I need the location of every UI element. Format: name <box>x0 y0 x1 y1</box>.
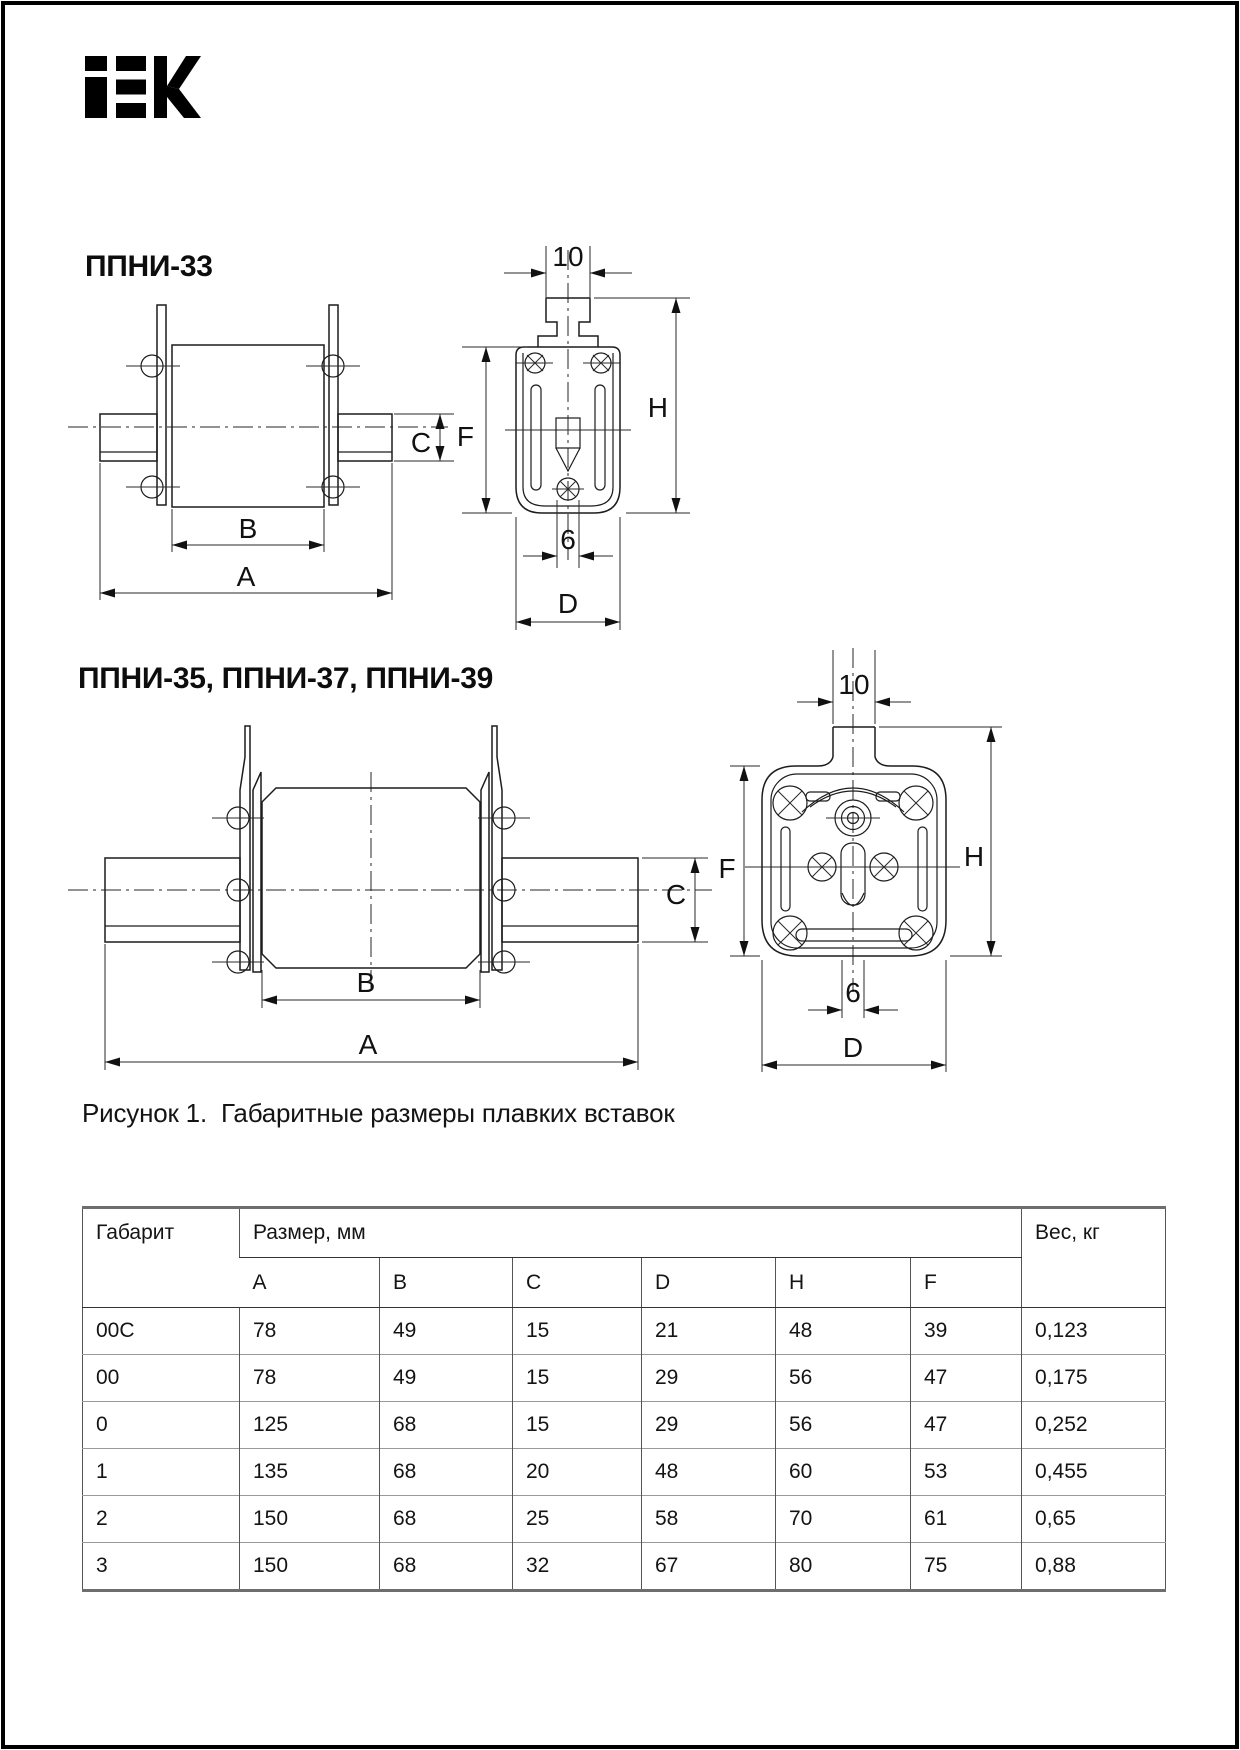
header-col-b: B <box>380 1258 513 1308</box>
cell-f: 61 <box>911 1496 1022 1543</box>
cell-gabarit: 3 <box>83 1543 240 1591</box>
cell-d: 21 <box>642 1308 776 1355</box>
cell-c: 15 <box>513 1355 642 1402</box>
cell-weight: 0,175 <box>1022 1355 1166 1402</box>
dim-label-6-2: 6 <box>845 977 861 1008</box>
cell-gabarit: 00C <box>96 1319 135 1342</box>
cell-f: 47 <box>911 1402 1022 1449</box>
cell-a: 78 <box>240 1355 380 1402</box>
dim-label-c2: C <box>665 879 687 910</box>
cell-gabarit: 00 <box>83 1355 240 1402</box>
table-header-row-2 <box>83 1258 1166 1308</box>
header-weight-kg: Вес, кг <box>1022 1208 1166 1308</box>
cell-f: 39 <box>911 1308 1022 1355</box>
cell-h: 48 <box>776 1308 911 1355</box>
cell-d: 29 <box>642 1402 776 1449</box>
dim-label-c: C <box>410 427 432 458</box>
table-row <box>83 1449 1166 1496</box>
header-col-f: F <box>911 1258 1022 1308</box>
drawing2-title: ППНИ-35, ППНИ-37, ППНИ-39 <box>78 662 493 695</box>
dim-label-h2: H <box>963 841 985 872</box>
cell-c: 25 <box>513 1496 642 1543</box>
header-gabarit: Габарит <box>83 1208 240 1308</box>
cell-a: 78 <box>240 1308 380 1355</box>
cell-f: 75 <box>911 1543 1022 1591</box>
dim-label-b: B <box>238 513 258 544</box>
cell-weight: 0,123 <box>1022 1308 1166 1355</box>
cell-weight: 0,252 <box>1022 1402 1166 1449</box>
dim-label-b2: B <box>356 967 376 998</box>
cell-d: 29 <box>642 1355 776 1402</box>
dim-label-f2: F <box>718 853 736 884</box>
cell-h: 56 <box>776 1402 911 1449</box>
cell-gabarit: 1 <box>83 1449 240 1496</box>
cell-gabarit: 0 <box>83 1402 240 1449</box>
dim-label-6: 6 <box>560 524 576 555</box>
cell-a: 150 <box>240 1496 380 1543</box>
cell-f: 47 <box>911 1355 1022 1402</box>
cell-weight: 0,65 <box>1022 1496 1166 1543</box>
cell-b: 49 <box>380 1308 513 1355</box>
table-row <box>83 1543 1166 1591</box>
header-col-d: D <box>642 1258 776 1308</box>
cell-h: 80 <box>776 1543 911 1591</box>
cell-b: 49 <box>380 1355 513 1402</box>
cell-d: 58 <box>642 1496 776 1543</box>
table-header-row-1 <box>83 1208 1166 1258</box>
cell-a: 135 <box>240 1449 380 1496</box>
dim-label-h: H <box>647 392 668 423</box>
cell-d: 67 <box>642 1543 776 1591</box>
figure-caption: Рисунок 1. Габаритные размеры плавких вставок <box>82 1098 675 1128</box>
table-row <box>83 1355 1166 1402</box>
cell-h: 70 <box>776 1496 911 1543</box>
cell-b: 68 <box>380 1543 513 1591</box>
table-row <box>83 1496 1166 1543</box>
cell-b: 68 <box>380 1402 513 1449</box>
table-row <box>83 1402 1166 1449</box>
header-size-mm: Размер, мм <box>240 1208 1022 1258</box>
cell-a: 125 <box>240 1402 380 1449</box>
drawing2-front-view <box>718 648 1002 1072</box>
dim-label-a2: A <box>358 1029 378 1060</box>
dim-label-a: A <box>236 561 256 592</box>
drawing1-title: ППНИ-33 <box>85 250 213 283</box>
dim-label-f: F <box>456 421 474 452</box>
dim-label-10: 10 <box>552 241 584 272</box>
cell-b: 68 <box>380 1496 513 1543</box>
cell-f: 53 <box>911 1449 1022 1496</box>
cell-c: 15 <box>513 1308 642 1355</box>
cell-c: 20 <box>513 1449 642 1496</box>
dimensions-table <box>82 1206 1166 1592</box>
header-col-a: A <box>240 1258 380 1308</box>
table-row <box>83 1308 1166 1355</box>
cell-d: 48 <box>642 1449 776 1496</box>
cell-h: 56 <box>776 1355 911 1402</box>
cell-c: 15 <box>513 1402 642 1449</box>
cell-b: 68 <box>380 1449 513 1496</box>
drawing1-side-view <box>68 305 454 600</box>
header-col-c: C <box>513 1258 642 1308</box>
dim-label-10-2: 10 <box>838 669 870 700</box>
cell-a: 150 <box>240 1543 380 1591</box>
header-col-h: H <box>776 1258 911 1308</box>
drawing1-front-view <box>457 241 690 630</box>
cell-h: 60 <box>776 1449 911 1496</box>
cell-weight: 0,88 <box>1022 1543 1166 1591</box>
drawing2-side-view <box>68 726 712 1070</box>
cell-c: 32 <box>513 1543 642 1591</box>
dim-label-d: D <box>557 588 579 619</box>
cell-gabarit: 2 <box>83 1496 240 1543</box>
cell-weight: 0,455 <box>1022 1449 1166 1496</box>
dim-label-d2: D <box>842 1032 864 1063</box>
